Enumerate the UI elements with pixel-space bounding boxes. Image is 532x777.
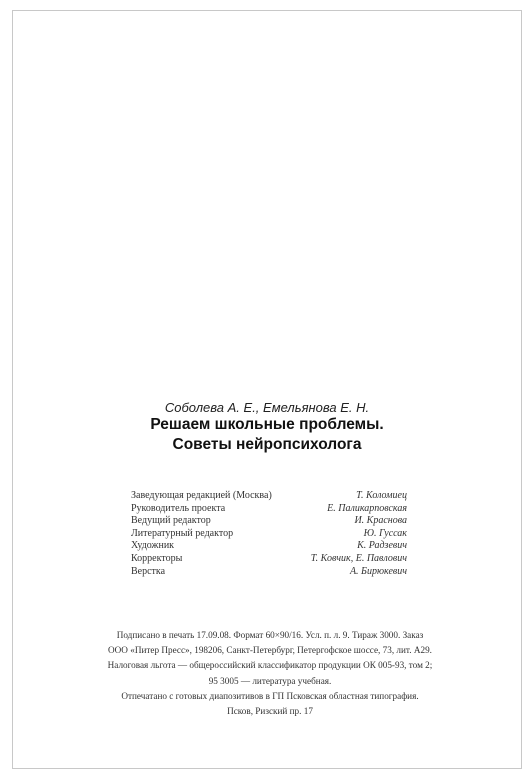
credit-role: Художник [131, 540, 175, 552]
book-title [13, 415, 521, 455]
credit-role: Корректоры [131, 552, 183, 564]
credit-row [131, 490, 407, 503]
credit-row [131, 566, 407, 579]
credit-name: Т. Коломиец [356, 490, 407, 501]
credit-name: К. Радзевич [357, 540, 407, 552]
imprint-line: Отпечатано с готовых диапозитивов в ГП Псковская областная типография. [121, 690, 419, 701]
imprint-block [87, 628, 453, 719]
credits-list [131, 490, 407, 578]
credit-role: Верстка [131, 565, 166, 577]
imprint-line: 95 3005 — литература учебная. [208, 675, 332, 686]
title-line: Решаем школьные проблемы. [150, 416, 384, 433]
imprint-line: Псков, Ризский пр. 17 [227, 706, 313, 717]
credit-name: Ю. Гуссак [363, 527, 407, 539]
credit-row [131, 528, 407, 541]
credit-role: Литературный редактор [131, 527, 234, 539]
authors: Соболева А. Е., Емельянова Е. Н. [164, 400, 370, 415]
credit-name: Т. Ковчик, Е. Павлович [310, 552, 407, 564]
credit-name: А. Бирюкевич [349, 565, 407, 577]
imprint-line: Подписано в печать 17.09.08. Формат 60×90/16. Усл. п. л. 9. Тираж 3000. Заказ [116, 630, 424, 640]
credit-row [131, 540, 407, 553]
credit-name: И. Краснова [354, 515, 407, 527]
title-line: Советы нейропсихолога [172, 436, 362, 453]
book-imprint-page [12, 10, 522, 769]
credit-row [131, 515, 407, 528]
credit-role: Ведущий редактор [131, 515, 211, 527]
credit-role: Заведующая редакцией (Москва) [131, 490, 272, 501]
imprint-line: Налоговая льгота — общероссийский классификатор продукции ОК 005-93, том 2; [107, 660, 433, 671]
credit-role: Руководитель проекта [131, 502, 226, 514]
credit-row [131, 503, 407, 516]
credit-name: Е. Паликарповская [327, 502, 407, 514]
credit-row [131, 553, 407, 566]
imprint-line: ООО «Питер Пресс», 198206, Санкт-Петербург, Петергофское шоссе, 73, лит. А29. [108, 645, 432, 656]
